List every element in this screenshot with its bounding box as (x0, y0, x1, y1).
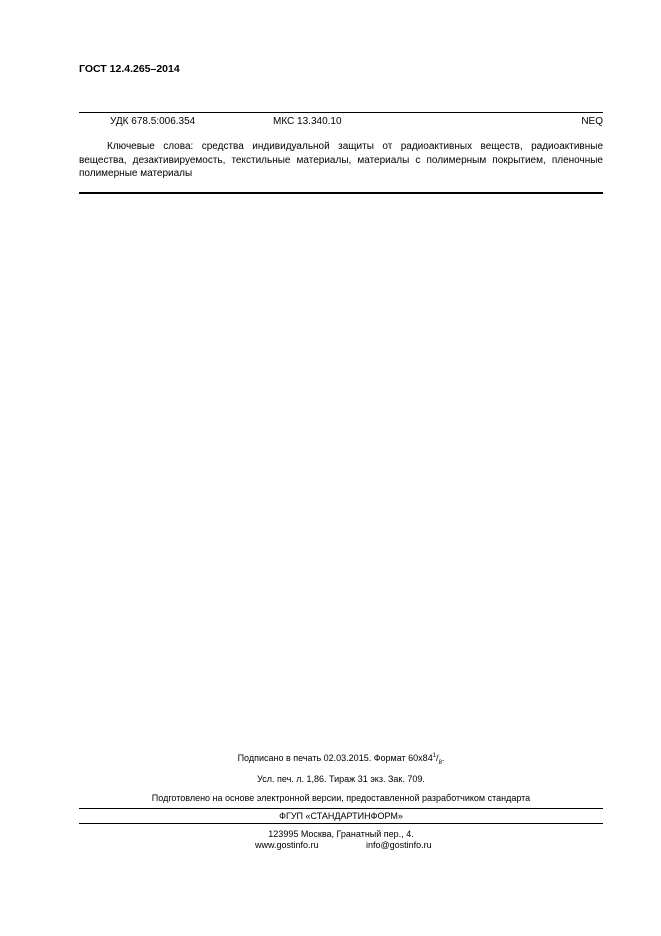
document-code: ГОСТ 12.4.265–2014 (79, 63, 180, 75)
publisher-address: 123995 Москва, Гранатный пер., 4. (268, 829, 414, 839)
format-slash: / (436, 753, 439, 763)
top-divider (79, 112, 603, 113)
contacts-row (79, 840, 603, 852)
print-sheets-line: Усл. печ. л. 1,86. Тираж 31 экз. Зак. 709. (257, 774, 425, 784)
email-link[interactable]: info@gostinfo.ru (366, 840, 432, 850)
keywords-bottom-divider (79, 192, 603, 194)
signed-to-print-line (79, 753, 603, 766)
prepared-note-line: Подготовлено на основе электронной версии, предоставленной разработчиком стандарта (151, 793, 531, 803)
keywords-paragraph: Ключевые слова: средства индивидуальной защиты от радиоактивных веществ, радиоактивные вещества, дезактивируемость, текстильные материалы, материалы с полимерным покрытием, пленочные полимерные материалы (79, 141, 603, 179)
publisher-name: ФГУП «СТАНДАРТИНФОРМ» (279, 811, 403, 821)
signed-to-print-text: Подписано в печать 02.03.2015. Формат 60x84 (237, 753, 433, 763)
format-numerator: 1 (432, 753, 437, 759)
publisher-top-divider (79, 808, 603, 809)
format-suffix: . (441, 753, 445, 763)
format-denominator: 8 (438, 759, 442, 766)
publisher-bottom-divider (79, 823, 603, 824)
udk-code: УДК 678.5:006.354 (110, 116, 196, 127)
equivalence-degree: NEQ (581, 116, 603, 127)
website-link[interactable]: www.gostinfo.ru (255, 840, 319, 850)
classification-row (79, 116, 603, 130)
mks-code: МКС 13.340.10 (273, 116, 342, 127)
